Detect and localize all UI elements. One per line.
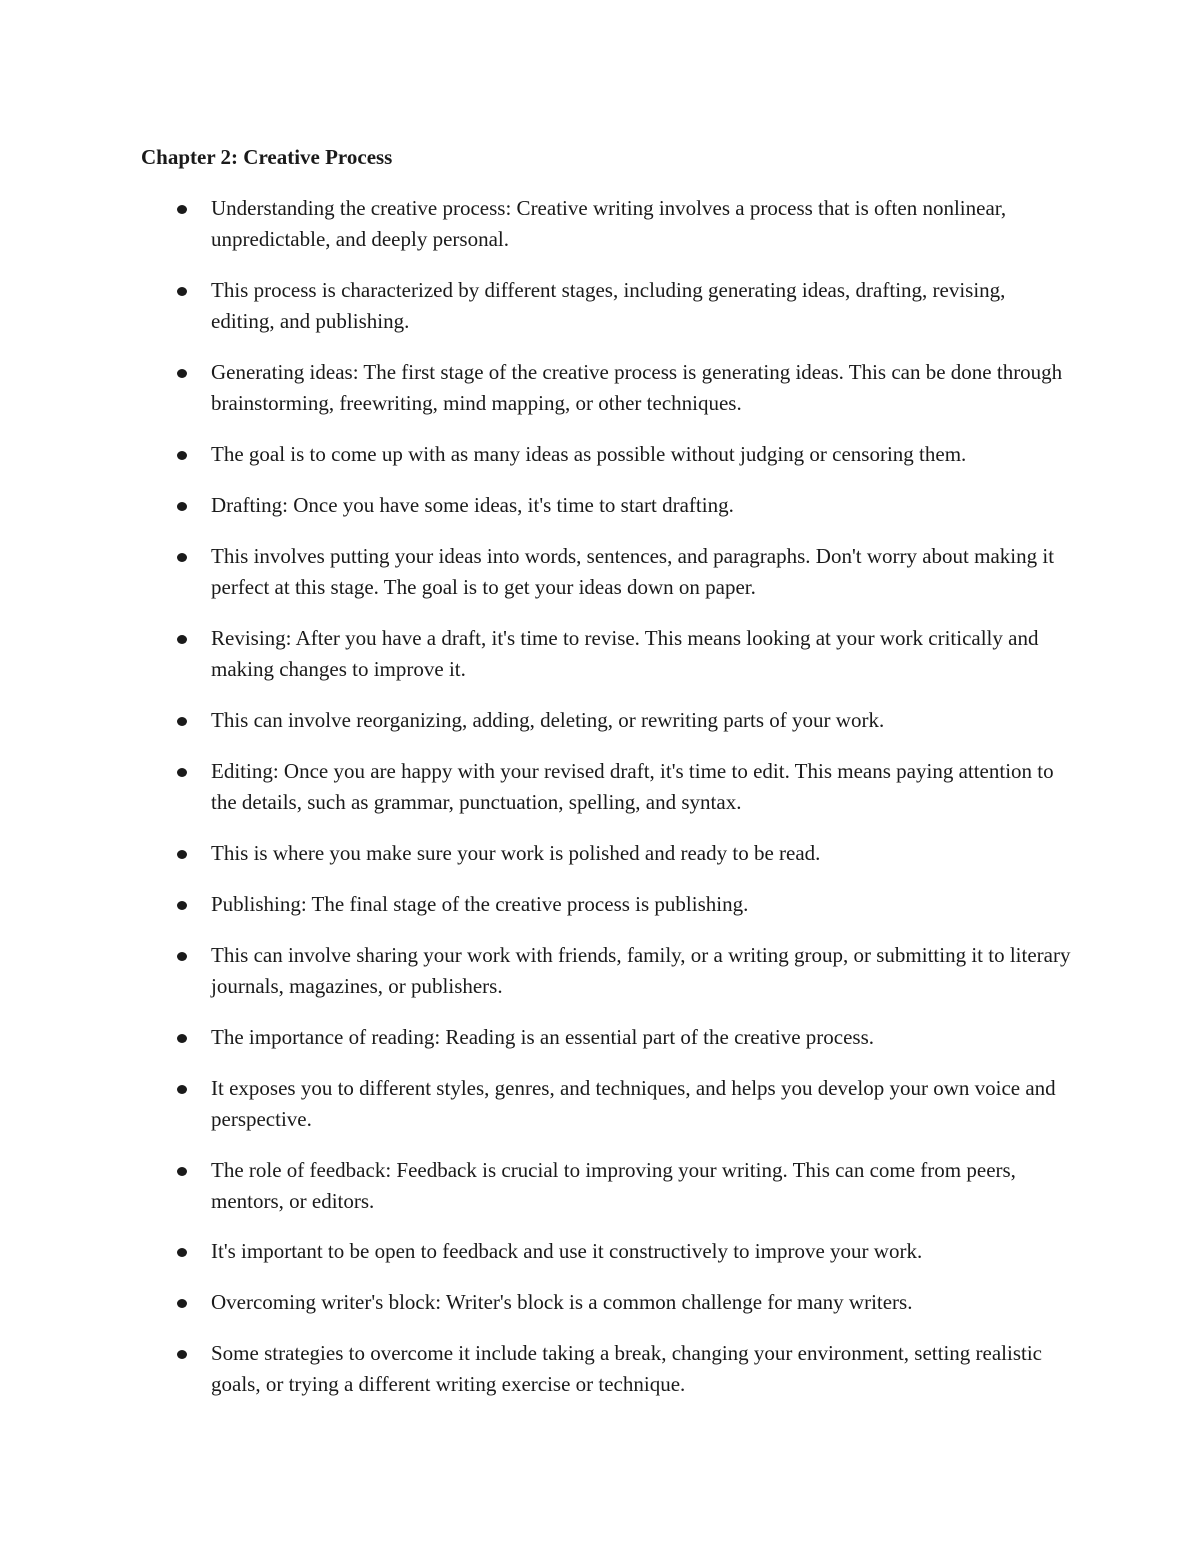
list-item-text: This can involve reorganizing, adding, deleting, or rewriting parts of your work.	[211, 708, 885, 732]
list-item	[211, 705, 1071, 736]
list-item	[211, 1073, 1071, 1135]
bullet-icon	[177, 1299, 187, 1308]
list-item	[211, 1155, 1071, 1217]
list-item-text: It exposes you to different styles, genres, and techniques, and helps you develop your own voice and perspective.	[211, 1076, 1056, 1131]
list-item	[211, 275, 1071, 337]
list-item-text: This is where you make sure your work is polished and ready to be read.	[211, 841, 821, 865]
list-item	[211, 1287, 1071, 1318]
list-item	[211, 490, 1071, 521]
bullet-icon	[177, 1350, 187, 1359]
bullet-icon	[177, 287, 187, 296]
list-item-text: The goal is to come up with as many ideas as possible without judging or censoring them.	[211, 442, 967, 466]
list-item	[211, 193, 1071, 255]
list-item	[211, 1236, 1071, 1267]
list-item-text: Editing: Once you are happy with your revised draft, it's time to edit. This means paying attention to the details, such as grammar, punctuation, spelling, and syntax.	[211, 759, 1054, 814]
list-item	[211, 940, 1071, 1002]
list-item-text: Some strategies to overcome it include taking a break, changing your environment, setting realistic goals, or trying a different writing exercise or technique.	[211, 1341, 1043, 1396]
list-item	[211, 1022, 1071, 1053]
bullet-icon	[177, 502, 187, 511]
list-item-text: Revising: After you have a draft, it's time to revise. This means looking at your work critically and making changes to improve it.	[211, 626, 1039, 681]
list-item-text: Generating ideas: The first stage of the creative process is generating ideas. This can be done through brainstorming, freewriting, mind mapping, or other techniques.	[211, 360, 1063, 415]
list-item-text: Understanding the creative process: Creative writing involves a process that is often nonlinear, unpredictable, and deeply personal.	[211, 196, 1007, 251]
bullet-icon	[177, 952, 187, 961]
bullet-icon	[177, 369, 187, 378]
list-item-text: Overcoming writer's block: Writer's block is a common challenge for many writers.	[211, 1290, 913, 1314]
list-item-text: This can involve sharing your work with friends, family, or a writing group, or submitting it to literary journals, magazines, or publishers.	[211, 943, 1071, 998]
bullet-icon	[177, 1167, 187, 1176]
list-item-text: The importance of reading: Reading is an essential part of the creative process.	[211, 1025, 874, 1049]
list-item	[211, 889, 1071, 920]
list-item-text: Drafting: Once you have some ideas, it's time to start drafting.	[211, 493, 734, 517]
bullet-icon	[177, 1034, 187, 1043]
list-item-text: Publishing: The final stage of the creative process is publishing.	[211, 892, 749, 916]
list-item-text: This process is characterized by different stages, including generating ideas, drafting, revising, editing, and publishing.	[211, 278, 1006, 333]
list-item	[211, 439, 1071, 470]
list-item-text: It's important to be open to feedback and use it constructively to improve your work.	[211, 1239, 923, 1263]
bullet-icon	[177, 635, 187, 644]
bullet-icon	[177, 717, 187, 726]
list-item-text: This involves putting your ideas into words, sentences, and paragraphs. Don't worry about making it perfect at this stage. The goal is to get your ideas down on paper.	[211, 544, 1055, 599]
list-item	[211, 623, 1071, 685]
list-item	[211, 756, 1071, 818]
bullet-icon	[177, 553, 187, 562]
bullet-icon	[177, 768, 187, 777]
list-item-text: The role of feedback: Feedback is crucial to improving your writing. This can come from peers, mentors, or editors.	[211, 1158, 1016, 1213]
list-item	[211, 541, 1071, 603]
bullet-icon	[177, 1085, 187, 1094]
bullet-icon	[177, 901, 187, 910]
bullet-icon	[177, 451, 187, 460]
list-item	[211, 838, 1071, 869]
bullet-icon	[177, 850, 187, 859]
list-item	[211, 1338, 1071, 1400]
list-item	[211, 357, 1071, 419]
bullet-icon	[177, 205, 187, 214]
page-title: Chapter 2: Creative Process	[141, 145, 393, 169]
bullet-icon	[177, 1248, 187, 1257]
